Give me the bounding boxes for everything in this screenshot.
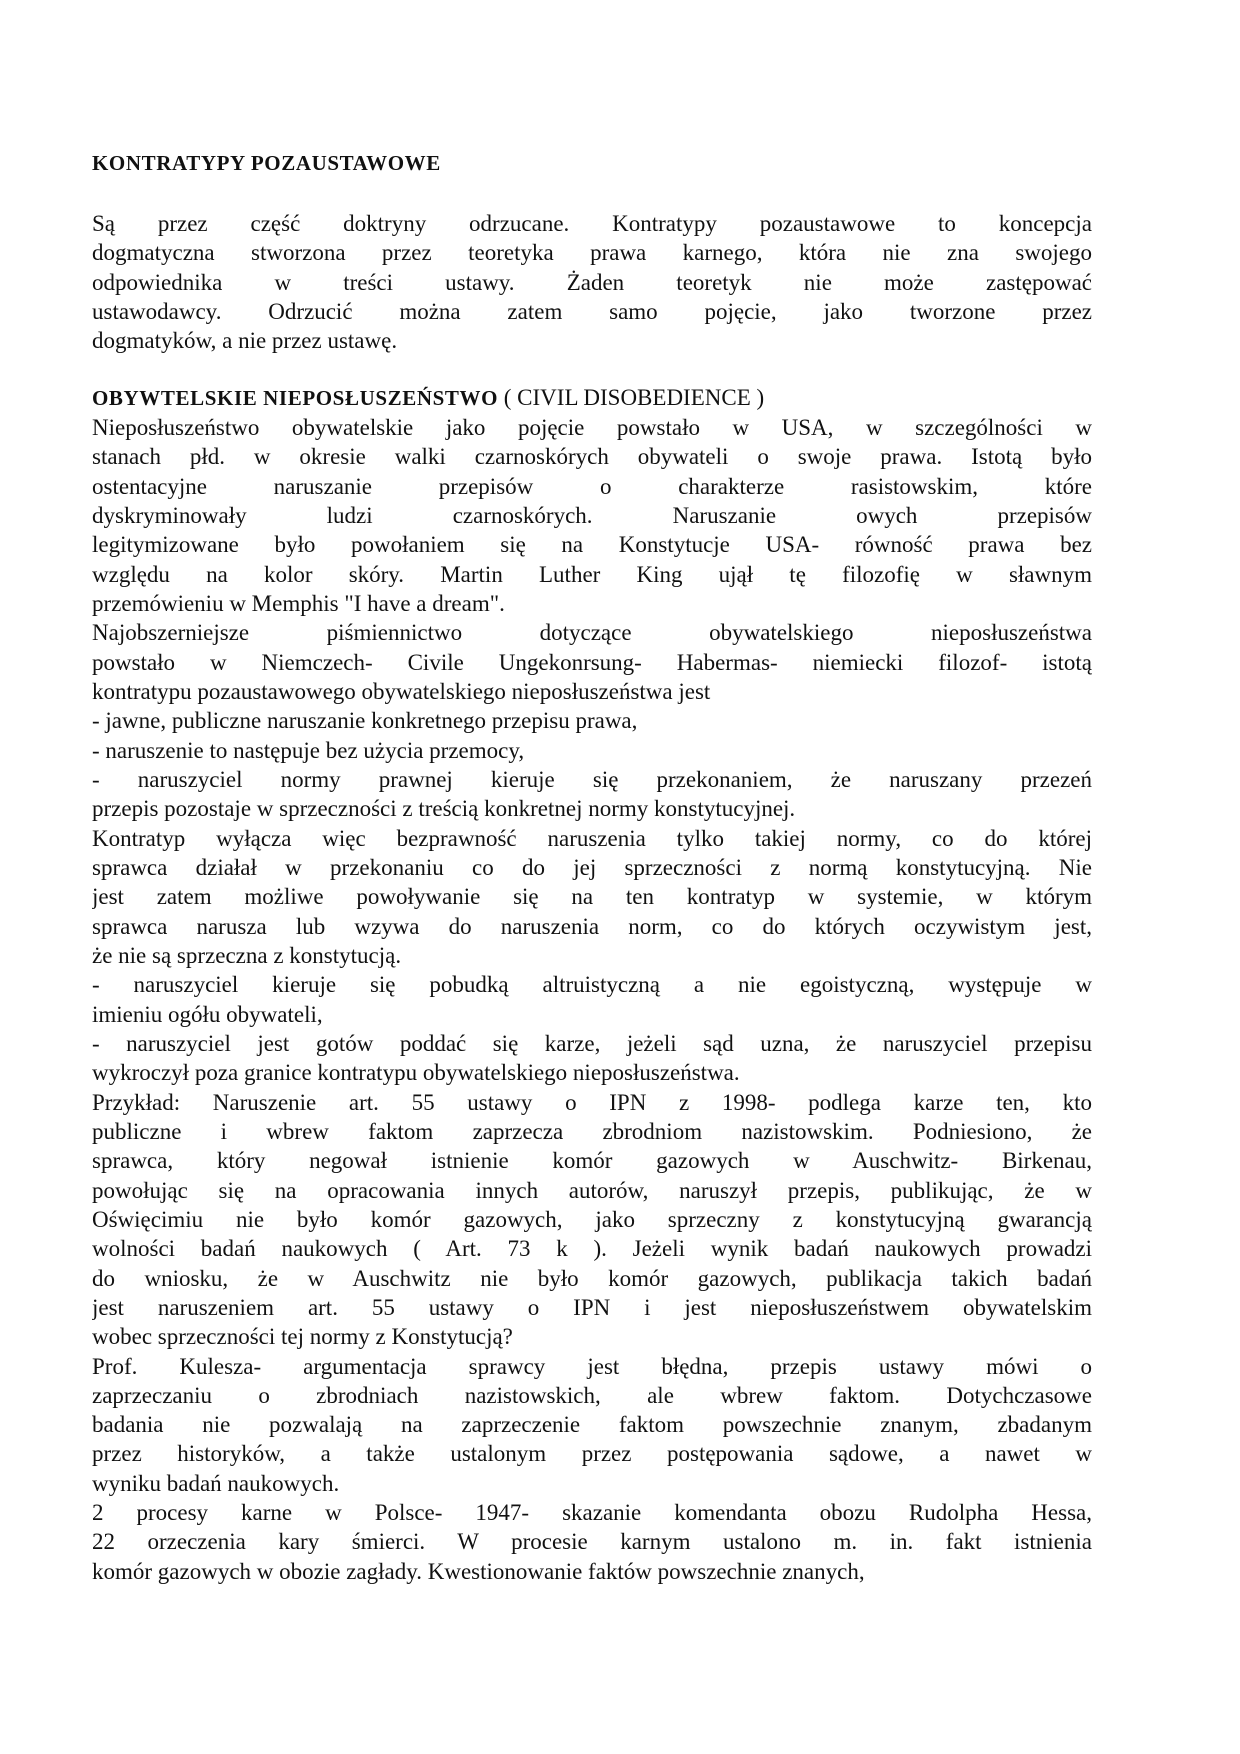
text-line: komór gazowych w obozie zagłady. Kwestionowanie faktów powszechnie znanych, bbox=[92, 1558, 865, 1584]
text-line: zaprzeczaniu o zbrodniach nazistowskich, ale wbrew faktom. Dotychczasowe bbox=[92, 1382, 1092, 1408]
heading-normal-text: ( CIVIL DISOBEDIENCE ) bbox=[498, 385, 765, 410]
text-line: Są przez część doktryny odrzucane. Kontratypy pozaustawowe to koncepcja bbox=[92, 211, 1092, 236]
paragraph bbox=[92, 824, 1092, 971]
text-line: dogmatyków, a nie przez ustawę. bbox=[92, 328, 398, 354]
text-line: - naruszyciel normy prawnej kieruje się przekonaniem, że naruszany przezeń bbox=[92, 766, 1092, 792]
text-line: Prof. Kulesza- argumentacja sprawcy jest błędna, przepis ustawy mówi o bbox=[92, 1353, 1092, 1379]
text-line: kontratypu pozaustawowego obywatelskiego nieposłuszeństwa jest bbox=[92, 678, 711, 704]
text-line: wobec sprzeczności tej normy z Konstytucją? bbox=[92, 1324, 513, 1350]
text-line: wykroczył poza granice kontratypu obywatelskiego nieposłuszeństwa. bbox=[92, 1060, 740, 1086]
paragraph bbox=[92, 736, 1092, 765]
text-line: ostentacyjne naruszanie przepisów o charakterze rasistowskim, które bbox=[92, 473, 1092, 499]
text-line: przemówieniu w Memphis "I have a dream". bbox=[92, 590, 505, 616]
text-line: dogmatyczna stworzona przez teoretyka prawa karnego, która nie zna swojego bbox=[92, 240, 1092, 266]
text-line: - naruszenie to następuje bez użycia przemocy, bbox=[92, 737, 525, 763]
text-line: powstało w Niemczech- Civile Ungekonrsung- Habermas- niemiecki filozof- istotą bbox=[92, 649, 1092, 675]
text-line: imieniu ogółu obywateli, bbox=[92, 1001, 323, 1027]
text-line: - naruszyciel jest gotów poddać się karze, jeżeli sąd uzna, że naruszyciel przepisu bbox=[92, 1030, 1092, 1056]
paragraph bbox=[92, 706, 1092, 735]
text-line: wolności badań naukowych ( Art. 73 k ). Jeżeli wynik badań naukowych prowadzi bbox=[92, 1236, 1092, 1262]
text-line: Oświęcimiu nie było komór gazowych, jako sprzeczny z konstytucyjną gwarancją bbox=[92, 1206, 1092, 1232]
text-line: stanach płd. w okresie walki czarnoskórych obywateli o swoje prawa. Istotą było bbox=[92, 444, 1092, 470]
text-line: sprawca, który negował istnienie komór gazowych w Auschwitz- Birkenau, bbox=[92, 1148, 1092, 1174]
text-line: Kontratyp wyłącza więc bezprawność naruszenia tylko takiej normy, co do której bbox=[92, 825, 1092, 851]
text-line: 22 orzeczenia kary śmierci. W procesie karnym ustalono m. in. fakt istnienia bbox=[92, 1529, 1092, 1555]
paragraph bbox=[92, 765, 1092, 824]
paragraph bbox=[92, 1498, 1092, 1586]
text-line: 2 procesy karne w Polsce- 1947- skazanie komendanta obozu Rudolpha Hessa, bbox=[92, 1500, 1092, 1526]
text-line: odpowiednika w treści ustawy. Żaden teoretyk nie może zastępować bbox=[92, 269, 1092, 295]
paragraph bbox=[92, 209, 1092, 356]
paragraph bbox=[92, 1029, 1092, 1088]
text-line: - jawne, publiczne naruszanie konkretnego przepisu prawa, bbox=[92, 708, 638, 734]
text-line: Najobszerniejsze piśmiennictwo dotyczące obywatelskiego nieposłuszeństwa bbox=[92, 620, 1092, 646]
paragraph bbox=[92, 413, 1092, 618]
text-line: jest naruszeniem art. 55 ustawy o IPN i jest nieposłuszeństwem obywatelskim bbox=[92, 1294, 1092, 1320]
text-line: badania nie pozwalają na zaprzeczenie faktom powszechnie znanym, zbadanym bbox=[92, 1412, 1092, 1438]
section1-body bbox=[92, 209, 1092, 356]
text-line: względu na kolor skóry. Martin Luther King ujął tę filozofię w sławnym bbox=[92, 561, 1092, 587]
text-line: Przykład: Naruszenie art. 55 ustawy o IPN z 1998- podlega karze ten, kto bbox=[92, 1089, 1092, 1115]
text-line: powołując się na opracowania innych autorów, naruszył przepis, publikując, że w bbox=[92, 1177, 1092, 1203]
section-heading-kontratypy: KONTRATYPY POZAUSTAWOWE bbox=[92, 151, 441, 175]
text-line: Nieposłuszeństwo obywatelskie jako pojęcie powstało w USA, w szczególności w bbox=[92, 415, 1092, 440]
text-line: dyskryminowały ludzi czarnoskórych. Naruszanie owych przepisów bbox=[92, 502, 1092, 528]
text-line: przepis pozostaje w sprzeczności z treścią konkretnej normy konstytucyjnej. bbox=[92, 796, 796, 822]
text-line: legitymizowane było powołaniem się na Konstytucje USA- równość prawa bez bbox=[92, 532, 1092, 558]
text-line: że nie są sprzeczna z konstytucją. bbox=[92, 942, 402, 968]
paragraph bbox=[92, 1088, 1092, 1352]
section-heading-nieposluszenstwo bbox=[92, 383, 1092, 413]
text-line: ustawodawcy. Odrzucić można zatem samo pojęcie, jako tworzone przez bbox=[92, 298, 1092, 324]
paragraph bbox=[92, 618, 1092, 706]
text-line: przez historyków, a także ustalonym przez postępowania sądowe, a nawet w bbox=[92, 1441, 1092, 1467]
section2-body bbox=[92, 413, 1092, 1586]
text-line: - naruszyciel kieruje się pobudką altruistyczną a nie egoistyczną, występuje w bbox=[92, 972, 1092, 998]
paragraph bbox=[92, 970, 1092, 1029]
text-line: sprawca działał w przekonaniu co do jej sprzeczności z normą konstytucyjną. Nie bbox=[92, 854, 1092, 880]
heading-bold-text: OBYWTELSKIE NIEPOSŁUSZEŃSTWO bbox=[92, 386, 499, 410]
text-line: do wniosku, że w Auschwitz nie było komór gazowych, publikacja takich badań bbox=[92, 1265, 1092, 1291]
text-line: publiczne i wbrew faktom zaprzecza zbrodniom nazistowskim. Podniesiono, że bbox=[92, 1118, 1092, 1144]
text-line: sprawca narusza lub wzywa do naruszenia norm, co do których oczywistym jest, bbox=[92, 913, 1092, 939]
paragraph bbox=[92, 1352, 1092, 1499]
text-line: wyniku badań naukowych. bbox=[92, 1470, 340, 1496]
text-line: jest zatem możliwe powoływanie się na ten kontratyp w systemie, w którym bbox=[92, 884, 1092, 910]
